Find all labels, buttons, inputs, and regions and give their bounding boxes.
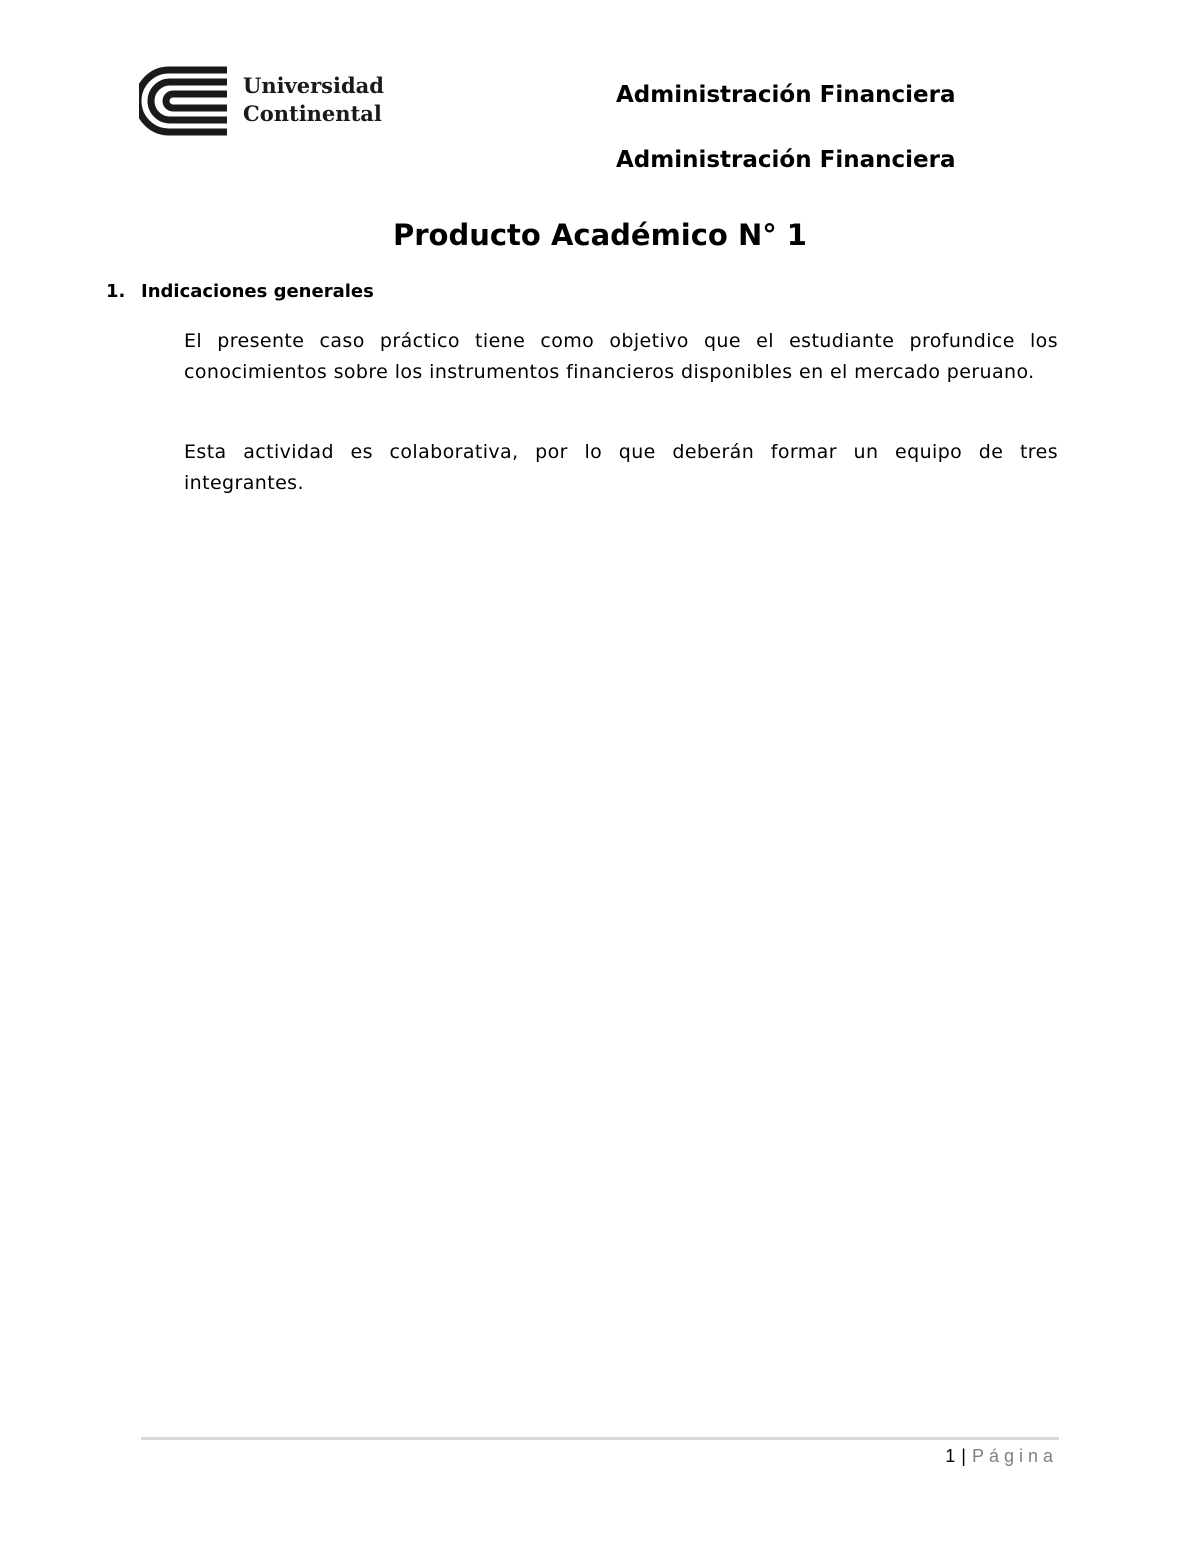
page-footer [945, 1444, 1058, 1468]
paragraph-collaboration: Esta actividad es colaborativa, por lo que deberán formar un equipo de tres integrantes. [184, 441, 1058, 494]
section-title: Indicaciones generales [141, 281, 374, 302]
footer-divider [141, 1437, 1059, 1440]
section-number: 1. [106, 281, 126, 302]
footer-separator: | [961, 1446, 966, 1466]
university-logo [139, 66, 384, 138]
paragraph-objective: El presente caso práctico tiene como objetivo que el estudiante profundice los conocimientos sobre los instrumentos financieros disponibles en el mercado peruano. [184, 330, 1058, 383]
logo-line-1: Universidad [243, 73, 384, 98]
logo-line-2: Continental [243, 101, 382, 126]
university-logo-mark-icon [139, 66, 231, 136]
page-label: Página [971, 1446, 1058, 1466]
document-title: Producto Académico N° 1 [392, 218, 807, 252]
section-heading [106, 279, 374, 305]
university-logo-text [243, 72, 384, 128]
page-number: 1 [945, 1446, 956, 1466]
course-name-header: Administración Financiera [616, 82, 956, 108]
course-name-subheader: Administración Financiera [616, 147, 956, 173]
